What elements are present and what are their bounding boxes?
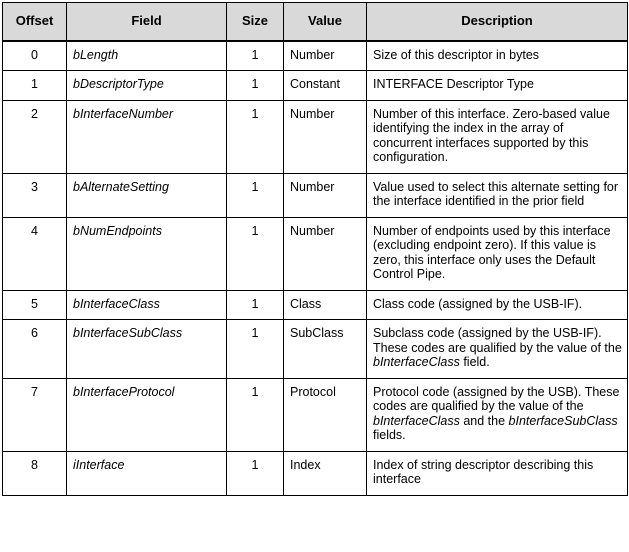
value-cell: Number bbox=[284, 217, 367, 290]
description-text: Number of endpoints used by this interface (excluding endpoint zero). If this value is zero, this interface only uses the Default Control Pipe. bbox=[373, 223, 611, 281]
value-cell: Number bbox=[284, 41, 367, 71]
description-cell bbox=[367, 451, 628, 495]
size-cell: 1 bbox=[227, 100, 284, 173]
value-cell: Number bbox=[284, 100, 367, 173]
offset-cell: 1 bbox=[3, 71, 67, 101]
field-cell: bDescriptorType bbox=[67, 71, 227, 101]
header-description: Description bbox=[367, 3, 628, 41]
table-row bbox=[3, 217, 628, 290]
offset-cell: 8 bbox=[3, 451, 67, 495]
size-cell: 1 bbox=[227, 290, 284, 320]
value-cell: Protocol bbox=[284, 378, 367, 451]
size-cell: 1 bbox=[227, 217, 284, 290]
value-cell: Index bbox=[284, 451, 367, 495]
field-reference: bInterfaceClass bbox=[373, 355, 460, 369]
description-cell bbox=[367, 71, 628, 101]
description-text: Index of string descriptor describing this interface bbox=[373, 457, 594, 486]
description-cell bbox=[367, 41, 628, 71]
field-cell: bAlternateSetting bbox=[67, 173, 227, 217]
value-cell: Number bbox=[284, 173, 367, 217]
value-cell: Class bbox=[284, 290, 367, 320]
size-cell: 1 bbox=[227, 41, 284, 71]
header-value: Value bbox=[284, 3, 367, 41]
offset-cell: 0 bbox=[3, 41, 67, 71]
table-row bbox=[3, 41, 628, 71]
value-cell: Constant bbox=[284, 71, 367, 101]
field-cell: bNumEndpoints bbox=[67, 217, 227, 290]
description-text: and the bbox=[459, 413, 509, 428]
field-cell: bInterfaceSubClass bbox=[67, 320, 227, 379]
table-row bbox=[3, 320, 628, 379]
field-cell: iInterface bbox=[67, 451, 227, 495]
size-cell: 1 bbox=[227, 71, 284, 101]
description-text: Protocol code (assigned by the USB). These codes are qualified by the value of the bbox=[373, 384, 620, 413]
field-reference: bInterfaceClass bbox=[373, 413, 460, 428]
description-cell bbox=[367, 100, 628, 173]
offset-cell: 6 bbox=[3, 320, 67, 379]
description-text: Class code (assigned by the USB-IF). bbox=[373, 296, 583, 311]
description-text: Value used to select this alternate setting for the interface identified in the prior field bbox=[373, 179, 619, 208]
table-row bbox=[3, 378, 628, 451]
description-cell bbox=[367, 320, 628, 379]
field-cell: bInterfaceProtocol bbox=[67, 378, 227, 451]
offset-cell: 5 bbox=[3, 290, 67, 320]
size-cell: 1 bbox=[227, 320, 284, 379]
table-row bbox=[3, 100, 628, 173]
description-text: fields. bbox=[373, 428, 406, 442]
header-size: Size bbox=[227, 3, 284, 41]
field-reference: bInterfaceSubClass bbox=[508, 413, 618, 428]
table-row bbox=[3, 173, 628, 217]
table-row bbox=[3, 290, 628, 320]
description-cell bbox=[367, 173, 628, 217]
size-cell: 1 bbox=[227, 378, 284, 451]
interface-descriptor-table bbox=[2, 2, 628, 496]
description-cell bbox=[367, 378, 628, 451]
table-body bbox=[3, 41, 628, 496]
size-cell: 1 bbox=[227, 451, 284, 495]
header-field: Field bbox=[67, 3, 227, 41]
description-cell bbox=[367, 290, 628, 320]
interface-descriptor-table-container bbox=[2, 2, 628, 496]
description-text: Size of this descriptor in bytes bbox=[373, 47, 540, 62]
field-cell: bInterfaceNumber bbox=[67, 100, 227, 173]
field-cell: bInterfaceClass bbox=[67, 290, 227, 320]
header-offset: Offset bbox=[3, 3, 67, 41]
description-text: field. bbox=[459, 355, 490, 369]
size-cell: 1 bbox=[227, 173, 284, 217]
field-cell: bLength bbox=[67, 41, 227, 71]
description-cell bbox=[367, 217, 628, 290]
offset-cell: 3 bbox=[3, 173, 67, 217]
table-row bbox=[3, 71, 628, 101]
table-row bbox=[3, 451, 628, 495]
offset-cell: 7 bbox=[3, 378, 67, 451]
table-header-row bbox=[3, 3, 628, 41]
offset-cell: 4 bbox=[3, 217, 67, 290]
description-text: Number of this interface. Zero-based value identifying the index in the array of concurrent interfaces supported by this configuration. bbox=[373, 106, 610, 164]
offset-cell: 2 bbox=[3, 100, 67, 173]
description-text: Subclass code (assigned by the USB-IF). These codes are qualified by the value of the bbox=[373, 326, 622, 355]
value-cell: SubClass bbox=[284, 320, 367, 379]
description-text: INTERFACE Descriptor Type bbox=[373, 77, 534, 91]
